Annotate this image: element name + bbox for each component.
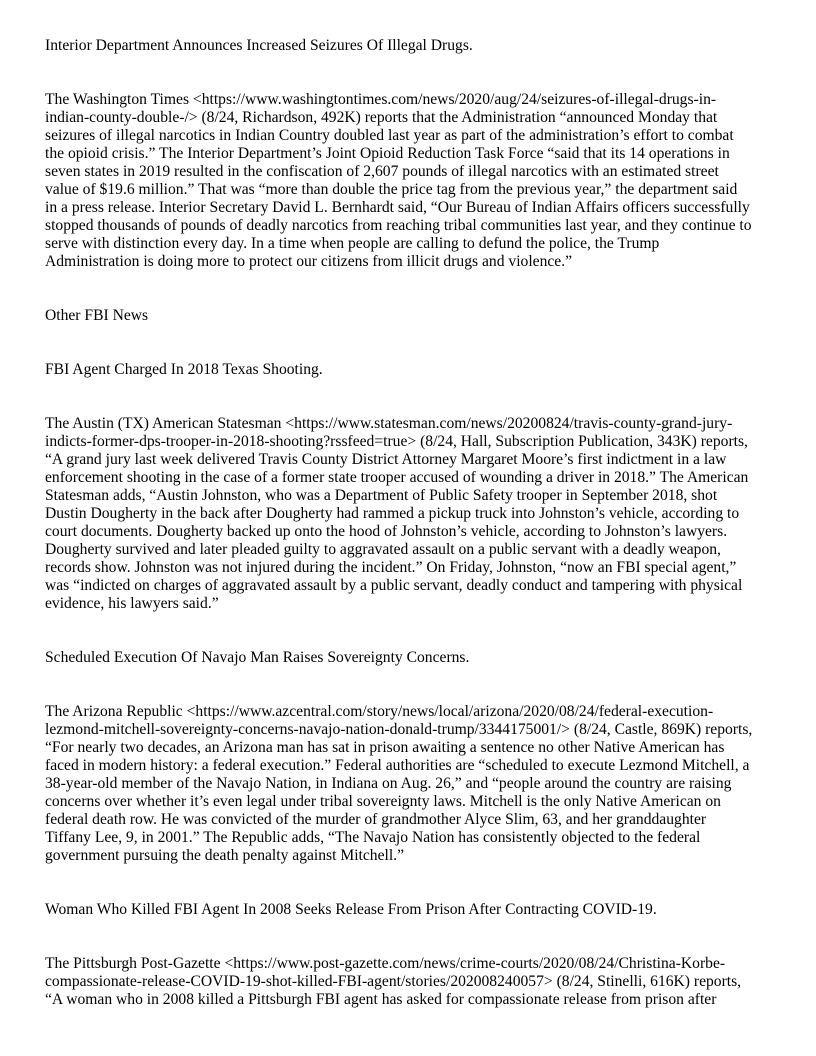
body-line: The Arizona Republic <https://www.azcentral.com/story/news/local/arizona/2020/08/24/federal-execution-: [45, 703, 714, 720]
body-line: indian-county-double-/> (8/24, Richardson, 492K) reports that the Administration “announced Monday that: [45, 109, 718, 126]
body-line: value of $19.6 million.” That was “more than double the price tag from the previous year,” the department said: [45, 181, 738, 198]
body-line: seven states in 2019 resulted in the confiscation of 2,607 pounds of illegal narcotics with an estimated street: [45, 163, 719, 180]
body-line: in a press release. Interior Secretary David L. Bernhardt said, “Our Bureau of Indian Affairs officers successfully: [45, 199, 750, 216]
body-line: seizures of illegal narcotics in Indian Country doubled last year as part of the administration’s effort to combat: [45, 127, 734, 144]
article-headline: Interior Department Announces Increased Seizures Of Illegal Drugs.: [45, 37, 473, 54]
body-line: “For nearly two decades, an Arizona man has sat in prison awaiting a sentence no other Native American has: [45, 739, 725, 756]
body-line: enforcement shooting in the case of a former state trooper accused of wounding a driver in 2018.” The American: [45, 469, 749, 486]
article-headline: Woman Who Killed FBI Agent In 2008 Seeks Release From Prison After Contracting COVID-19.: [45, 901, 657, 918]
body-line: evidence, his lawyers said.”: [45, 595, 219, 612]
body-line: lezmond-mitchell-sovereignty-concerns-navajo-nation-donald-trump/3344175001/> (8/24, Castle, 869K) reports,: [45, 721, 753, 738]
body-line: Statesman adds, “Austin Johnston, who was a Department of Public Safety trooper in September 2018, shot: [45, 487, 718, 504]
body-line: government pursuing the death penalty against Mitchell.”: [45, 847, 404, 864]
body-line: The Washington Times <https://www.washingtontimes.com/news/2020/aug/24/seizures-of-illegal-drugs-in-: [45, 91, 717, 108]
body-line: “A grand jury last week delivered Travis County District Attorney Margaret Moore’s first indictment in a law: [45, 451, 727, 468]
body-line: federal death row. He was convicted of the murder of grandmother Alyce Slim, 63, and her granddaughter: [45, 811, 707, 828]
article-body: [45, 955, 775, 1009]
article-headline: Scheduled Execution Of Navajo Man Raises Sovereignty Concerns.: [45, 649, 470, 666]
body-line: compassionate-release-COVID-19-shot-killed-FBI-agent/stories/202008240057> (8/24, Stinelli, 616K) reports,: [45, 973, 742, 990]
body-line: court documents. Dougherty backed up onto the hood of Johnston’s vehicle, according to Johnston’s lawyers.: [45, 523, 728, 540]
body-line: serve with distinction every day. In a time when people are calling to defund the police, the Trump: [45, 235, 660, 252]
body-line: Administration is doing more to protect our citizens from illicit drugs and violence.”: [45, 253, 573, 270]
body-line: The Pittsburgh Post-Gazette <https://www.post-gazette.com/news/crime-courts/2020/08/24/Christina-Korbe-: [45, 955, 726, 972]
body-line: Dustin Dougherty in the back after Dougherty had rammed a pickup truck into Johnston’s vehicle, according to: [45, 505, 740, 522]
article-body: [45, 91, 775, 271]
body-line: concerns over whether it’s even legal under tribal sovereignty laws. Mitchell is the only Native American on: [45, 793, 721, 810]
body-line: records show. Johnston was not injured during the incident.” On Friday, Johnston, “now an FBI special agent,”: [45, 559, 737, 576]
article-body: [45, 703, 775, 865]
body-line: Tiffany Lee, 9, in 2001.” The Republic adds, “The Navajo Nation has consistently objected to the federal: [45, 829, 701, 846]
body-line: “A woman who in 2008 killed a Pittsburgh FBI agent has asked for compassionate release from prison after: [45, 991, 717, 1008]
body-line: the opioid crisis.” The Interior Department’s Joint Opioid Reduction Task Force “said that its 14 operations in: [45, 145, 730, 162]
body-line: The Austin (TX) American Statesman <https://www.statesman.com/news/20200824/travis-county-grand-jury-: [45, 415, 733, 432]
body-line: 38-year-old member of the Navajo Nation, in Indiana on Aug. 26,” and “people around the country are raising: [45, 775, 732, 792]
body-line: faced in modern history: a federal execution.” Federal authorities are “scheduled to execute Lezmond Mitchell, a: [45, 757, 750, 774]
document-page: [45, 37, 775, 1009]
category-heading: Other FBI News: [45, 307, 149, 324]
body-line: stopped thousands of pounds of deadly narcotics from reaching tribal communities last year, and they continue to: [45, 217, 752, 234]
body-line: indicts-former-dps-trooper-in-2018-shooting?rssfeed=true> (8/24, Hall, Subscription Publication, 343K) reports,: [45, 433, 748, 450]
article-headline: FBI Agent Charged In 2018 Texas Shooting.: [45, 361, 323, 378]
article-body: [45, 415, 775, 613]
body-line: was “indicted on charges of aggravated assault by a public servant, deadly conduct and tampering with physical: [45, 577, 743, 594]
body-line: Dougherty survived and later pleaded guilty to aggravated assault on a public servant with a deadly weapon,: [45, 541, 721, 558]
